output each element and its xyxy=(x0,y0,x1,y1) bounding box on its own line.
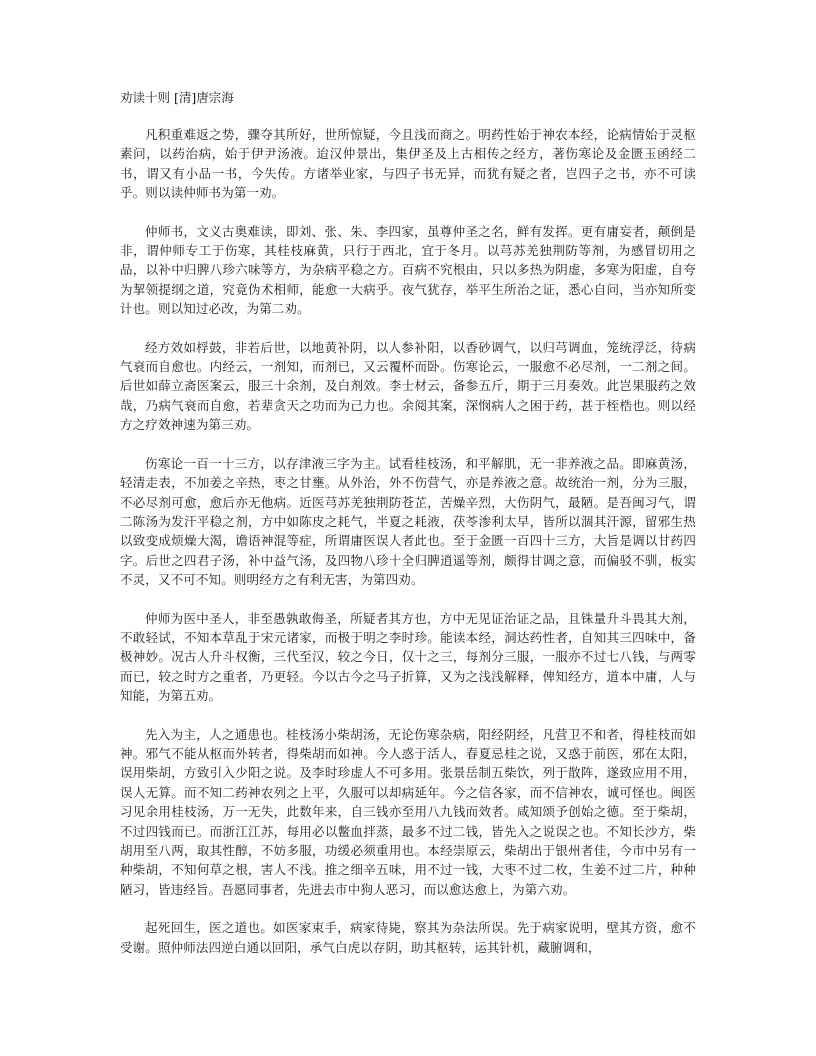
paragraph-4: 伤寒论一百一十三方，以存津液三字为主。试看桂枝汤，和平解肌，无一非养液之品。即麻黄汤，轻清走表，不加姜之辛热，枣之甘壅。从外治，外不伤营气，亦是养液之意。故统治一剂，分为三服，不必尽剂可愈，愈后亦无他病。近医芎苏羌独荆防苍芷，苦燥辛烈，大伤阴气，最陋。是吾闽习气，谓二陈汤为发汗平稳之剂，方中如陈皮之耗气，半夏之耗液，茯苓渗利太早，皆所以涸其汗源，留邪生热以致变成烦燥大渴，谵语神混等症，所谓庸医误人者此也。至于金匮一百四十三方，大旨是调以甘药四字。后世之四君子汤，补中益气汤，及四物八珍十全归脾逍遥等剂，颇得甘调之意，而偏驳不驯，板实不灵，又不可不知。则明经方之有利无害，为第四劝。 xyxy=(120,455,696,588)
paragraph-1: 凡积重难返之势，骤夺其所好，世所惊疑，今且浅而商之。明药性始于神农本经，论病情始于灵枢素问，以药治病，始于伊尹汤液。迨汉仲景出，集伊圣及上古相传之经方，著伤寒论及金匮玉函经二书，谓又有小品一书，今失传。方诸举业家，与四子书无异，而犹有疑之者，岂四子之书，亦不可读乎。则以读仲师书为第一劝。 xyxy=(120,127,696,201)
paragraph-7: 起死回生，医之道也。如医家束手，病家待毙，察其为杂法所误。先于病家说明，壁其方资，愈不受谢。照仲师法四逆白通以回阳，承气白虎以存阴，助其枢转，运其针机，藏腑调和， xyxy=(120,920,696,955)
paragraph-6: 先入为主，人之通患也。桂枝汤小柴胡汤，无论伤寒杂病，阳经阴经，凡营卫不和者，得桂枝而如神。邪气不能从枢而外转者，得柴胡而如神。今人惑于活人，春夏忌桂之说，又惑于前医，邪在太阳，误用柴胡，方致引入少阳之说。及李时珍虚人不可多用。张景岳制五柴饮，列于散阵，遂致应用不用，误人无算。而不知二药神农列之上平，久服可以却病延年。今之信各家，而不信神农，诚可怪也。闽医习见余用桂枝汤，万一无失，此数年来，自三钱亦至用八九钱而效者。咸知颂予创始之德。至于柴胡，不过四钱而已。而浙江江苏，每用必以鳖血拌蒸，最多不过二钱，皆先入之说误之也。不知长沙方，柴胡用至八两，取其性醇，不妨多服，功缓必须重用也。本经崇原云，柴胡出于银州者佳，今市中另有一种柴胡，不知何草之根，害人不浅。推之细辛五味，用不过一钱，大枣不过二枚，生姜不过二片，种种陋习，皆违经旨。吾愿同事者，先进去市中狗人恶习，而以愈达愈上，为第六劝。 xyxy=(120,726,696,897)
paragraph-2: 仲师书，文义古奥难读，即刘、张、朱、李四家，虽尊仲圣之名，鲜有发挥。更有庸妄者，颠倒是非，谓仲师专工于伤寒，其桂枝麻黄，只行于西北，宜于冬月。以芎苏羌独荆防等剂，为感冒切用之品，以补中归脾八珍六味等方，为杂病平稳之方。百病不究根由，只以多热为阴虚，多寒为阳虚，自夸为挈领提纲之道，究竟伪术相师，能愈一大病乎。夜气犹存，举平生所治之证，悉心自问，当亦知所变计也。则以知过必改，为第二劝。 xyxy=(120,223,696,317)
paragraph-5: 仲师为医中圣人，非至愚孰敢侮圣，所疑者其方也，方中无见证治证之品，且铢量升斗畏其大剂，不敢轻试，不知本草乱于宋元诸家，而极于明之李时珍。能读本经，洞达药性者，自知其三四味中，备极神妙。况古人升斗权衡，三代至汉，较之今日，仅十之三，每剂分三服，一服亦不过七八钱，与两零而已，较之时方之重者，乃更轻。今以古今之马子折算，又为之浅浅解释，俾知经方，道本中庸，人与知能，为第五劝。 xyxy=(120,610,696,704)
document-title: 劝读十则 [清]唐宗海 xyxy=(120,90,234,105)
document-page xyxy=(120,88,696,1056)
paragraph-3: 经方效如桴鼓，非若后世，以地黄补阴，以人参补阳，以香砂调气，以归芎调血，笼统浮泛，待病气衰而自愈也。内经云，一剂知，而剂已，又云覆杯而卧。伤寒论云，一服愈不必尽剂，一二剂之间。后世如薛立斋医案云，服三十余剂，及白剂效。李士材云，备参五斤，期于三月奏效。此岂果服药之效哉，乃病气衰而自愈，若辈贪天之功而为己力也。余阅其案，深悯病人之困于药，甚于桎梏也。则以经方之疗效神速为第三劝。 xyxy=(120,339,696,433)
